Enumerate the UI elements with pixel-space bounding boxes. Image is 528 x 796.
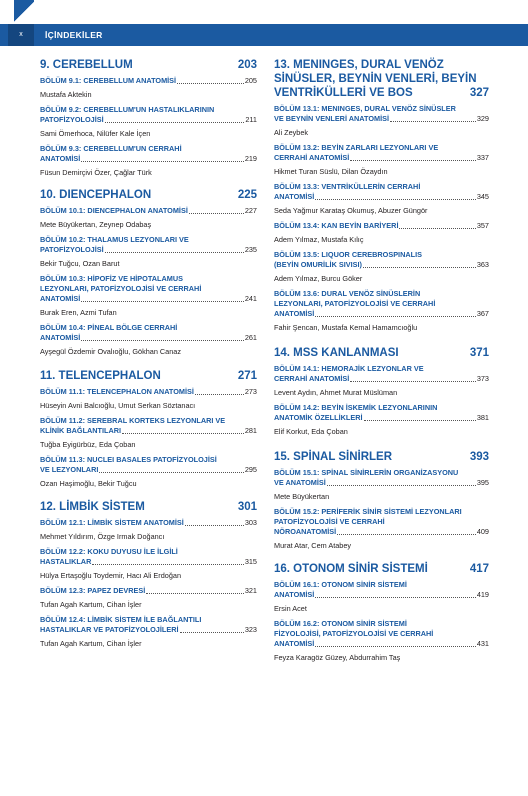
entry-authors: Ali Zeybek xyxy=(274,128,309,137)
entry-title-line: BÖLÜM 14.2: BEYİN İSKEMİK LEZYONLARININ xyxy=(274,403,438,412)
entry-title-line: BÖLÜM 10.3: HİPOFİZ VE HİPOTALAMUS xyxy=(40,274,183,283)
entry-title-text: BÖLÜM 12.1: LİMBİK SİSTEM ANATOMİSİ xyxy=(40,518,184,527)
toc-entry[interactable] xyxy=(274,143,489,163)
chapter-heading xyxy=(40,369,257,383)
dot-leader xyxy=(315,597,476,598)
toc-entry[interactable] xyxy=(40,105,257,125)
entry-page-number: 211 xyxy=(245,115,257,124)
entry-authors: Tufan Agah Kartum, Cihan İşler xyxy=(40,639,142,648)
dot-leader xyxy=(195,394,244,395)
entry-title-text: ANATOMİSİ xyxy=(274,639,315,648)
entry-title-line: LEZYONLARI, PATOFİZYOLOJİSİ VE CERRAHİ xyxy=(40,284,202,293)
entry-title-text: BÖLÜM 9.1: CEREBELLUM ANATOMİSİ xyxy=(40,76,177,85)
entry-title-text: CERRAHİ ANATOMİSİ xyxy=(274,374,350,383)
toc-entry[interactable] xyxy=(40,455,257,475)
entry-title-text: HASTALIKLAR VE PATOFİZYOLOJİLERİ xyxy=(40,625,179,634)
entry-title-line: BÖLÜM 13.2: BEYİN ZARLARI LEZYONLARI VE xyxy=(274,143,439,152)
toc-entry[interactable] xyxy=(40,76,257,86)
dot-leader xyxy=(185,525,244,526)
dot-leader xyxy=(315,316,476,317)
entry-page-number: 357 xyxy=(476,221,489,230)
chapter-heading xyxy=(274,450,489,464)
chapter-title: 15. SPİNAL SİNİRLER xyxy=(274,451,393,463)
chapter-title: 16. OTONOM SİNİR SİSTEMİ xyxy=(274,563,428,575)
entry-page-number: 273 xyxy=(244,387,257,396)
chapter-heading xyxy=(40,500,257,514)
toc-entry[interactable] xyxy=(40,586,257,596)
entry-title-line xyxy=(40,465,257,475)
entry-title-line: BÖLÜM 12.2: KOKU DUYUSU İLE İLGİLİ xyxy=(40,547,178,556)
entry-title-line: BÖLÜM 13.6: DURAL VENÖZ SİNÜSLERİN xyxy=(274,289,421,298)
entry-page-number: 219 xyxy=(244,154,257,163)
dot-leader xyxy=(146,593,244,594)
entry-authors: Bekir Tuğcu, Ozan Barut xyxy=(40,259,120,268)
chapter-title: 11. TELENCEPHALON xyxy=(40,370,161,382)
chapter-page-number: 301 xyxy=(237,501,257,513)
entry-authors: Mustafa Aktekin xyxy=(40,90,92,99)
entry-page-number: 409 xyxy=(476,527,489,536)
toc-entry[interactable] xyxy=(40,387,257,397)
dot-leader xyxy=(399,228,475,229)
chapter-page-number: 393 xyxy=(469,451,489,463)
dot-leader xyxy=(364,420,476,421)
toc-entry[interactable] xyxy=(274,221,489,231)
entry-authors: Seda Yağmur Karataş Okumuş, Abuzer Güngör xyxy=(274,206,428,215)
entry-title-text: NÖROANATOMİSİ xyxy=(274,527,337,536)
chapter-page-number: 225 xyxy=(237,189,257,201)
entry-authors: Feyza Karagöz Güzey, Abdurrahim Taş xyxy=(274,653,401,662)
entry-title-line xyxy=(40,387,257,397)
entry-authors: Fahir Şencan, Mustafa Kemal Hamamcıoğlu xyxy=(274,323,418,332)
chapter-page-number: 417 xyxy=(469,563,489,575)
entry-title-text: BÖLÜM 12.3: PAPEZ DEVRESİ xyxy=(40,586,146,595)
entry-title-line: BÖLÜM 13.3: VENTRİKÜLLERİN CERRAHİ xyxy=(274,182,421,191)
chapter-title: SİNÜSLER, BEYNİN VENLERİ, BEYİN xyxy=(274,73,477,85)
chapter-title: 12. LİMBİK SİSTEM xyxy=(40,501,145,513)
entry-title-line: BÖLÜM 16.2: OTONOM SİNİR SİSTEMİ xyxy=(274,619,407,628)
entry-title-text: ANATOMİSİ xyxy=(40,333,81,342)
entry-page-number: 345 xyxy=(476,192,489,201)
header-title: İÇİNDEKİLER xyxy=(45,30,103,40)
chapter-title: 14. MSS KANLANMASI xyxy=(274,347,399,359)
toc-entry[interactable] xyxy=(40,518,257,528)
entry-title-line: BÖLÜM 13.5: LIQUOR CEREBROSPINALIS xyxy=(274,250,422,259)
entry-page-number: 431 xyxy=(476,639,489,648)
entry-title-line xyxy=(40,115,257,125)
toc-entry[interactable] xyxy=(274,364,489,384)
entry-title-line xyxy=(40,245,257,255)
entry-page-number: 303 xyxy=(244,518,257,527)
dot-leader xyxy=(105,122,245,123)
toc-entry[interactable] xyxy=(40,144,257,164)
entry-page-number: 235 xyxy=(244,245,257,254)
toc-entry[interactable] xyxy=(40,206,257,216)
chapter-block xyxy=(274,450,489,551)
entry-title-text: BÖLÜM 10.1: DIENCEPHALON ANATOMİSİ xyxy=(40,206,188,215)
toc-entry[interactable] xyxy=(40,323,257,343)
entry-title-line: BÖLÜM 11.2: SEREBRAL KORTEKS LEZYONLARI VE xyxy=(40,416,226,425)
dot-leader xyxy=(81,301,244,302)
entry-authors: Hülya Ertaşoğlu Toydemir, Hacı Ali Erdoğan xyxy=(40,571,182,580)
toc-entry[interactable] xyxy=(40,235,257,255)
entry-title-line: LEZYONLARI, PATOFİZYOLOJİSİ VE CERRAHİ xyxy=(274,299,436,308)
dot-leader xyxy=(105,252,244,253)
entry-authors: Mete Büyükertan, Zeynep Odabaş xyxy=(40,220,152,229)
entry-authors: Ozan Haşimoğlu, Bekir Tuğcu xyxy=(40,479,137,488)
corner-decoration xyxy=(14,0,34,24)
entry-title-line xyxy=(274,221,489,231)
chapter-heading xyxy=(274,346,489,360)
entry-title-text: ANATOMİK ÖZELLİKLERİ xyxy=(274,413,363,422)
toc-entry[interactable] xyxy=(40,547,257,567)
entry-page-number: 321 xyxy=(244,586,257,595)
toc-entry[interactable] xyxy=(274,104,489,124)
chapter-block xyxy=(274,562,489,663)
entry-title-text: ANATOMİSİ xyxy=(274,309,315,318)
chapter-heading xyxy=(274,86,489,100)
entry-page-number: 381 xyxy=(476,413,489,422)
toc-entry[interactable] xyxy=(274,403,489,423)
chapter-block xyxy=(40,369,257,489)
entry-authors: Füsun Demirçivi Özer, Çağlar Türk xyxy=(40,168,152,177)
entry-title-text: VE BEYNİN VENLERİ ANATOMİSİ xyxy=(274,114,390,123)
chapter-heading xyxy=(40,58,257,72)
toc-entry[interactable] xyxy=(274,507,489,537)
entry-page-number: 323 xyxy=(244,625,257,634)
entry-title-line xyxy=(40,586,257,596)
entry-title-text: HASTALIKLAR xyxy=(40,557,92,566)
entry-page-number: 227 xyxy=(244,206,257,215)
entry-title-line: BÖLÜM 10.4: PİNEAL BÖLGE CERRAHİ xyxy=(40,323,178,332)
entry-title-text: VE ANATOMİSİ xyxy=(274,478,326,487)
entry-authors: Hüseyin Avni Balcıoğlu, Umut Serkan Söztanacı xyxy=(40,401,196,410)
dot-leader xyxy=(390,121,476,122)
entry-title-line: BÖLÜM 16.1: OTONOM SİNİR SİSTEMİ xyxy=(274,580,407,589)
entry-authors: Adem Yılmaz, Mustafa Kılıç xyxy=(274,235,364,244)
entry-title-text: KLİNİK BAĞLANTILARI xyxy=(40,426,122,435)
entry-title-text: ANATOMİSİ xyxy=(40,294,81,303)
dot-leader xyxy=(337,534,476,535)
page-number: x xyxy=(19,31,23,38)
entry-authors: Tuğba Eyigürbüz, Eda Çoban xyxy=(40,440,136,449)
chapter-page-number: 371 xyxy=(469,347,489,359)
chapter-block xyxy=(274,58,489,333)
entry-title-line xyxy=(40,76,257,86)
right-column xyxy=(274,58,489,668)
entry-title-line: BÖLÜM 13.1: MENINGES, DURAL VENÖZ SİNÜSLER xyxy=(274,104,456,113)
toc-entry[interactable] xyxy=(40,615,257,635)
toc-entry[interactable] xyxy=(274,619,489,649)
entry-authors: Mehmet Yıldırım, Özge Irmak Doğancı xyxy=(40,532,165,541)
page-number-tab xyxy=(8,24,34,46)
chapter-block xyxy=(274,346,489,437)
entry-authors: Elif Korkut, Eda Çoban xyxy=(274,427,348,436)
chapter-block xyxy=(40,58,257,178)
entry-title-line xyxy=(40,625,257,635)
left-column xyxy=(40,58,257,654)
entry-title-text: PATOFİZYOLOJİSİ xyxy=(40,115,104,124)
entry-title-text: BÖLÜM 11.1: TELENCEPHALON ANATOMİSİ xyxy=(40,387,194,396)
entry-page-number: 295 xyxy=(244,465,257,474)
entry-title-line xyxy=(274,114,489,124)
chapter-heading xyxy=(274,562,489,576)
chapter-page-number: 271 xyxy=(237,370,257,382)
entry-title-text: ANATOMİSİ xyxy=(40,154,81,163)
dot-leader xyxy=(350,381,476,382)
entry-title-line: FİZYOLOJİSİ, PATOFİZYOLOJİSİ VE CERRAHİ xyxy=(274,629,434,638)
chapter-page-number: 203 xyxy=(237,59,257,71)
entry-title-line xyxy=(40,333,257,343)
dot-leader xyxy=(177,83,244,84)
dot-leader xyxy=(327,485,476,486)
entry-title-line: PATOFİZYOLOJİSİ VE CERRAHİ xyxy=(274,517,385,526)
chapter-heading xyxy=(274,72,489,86)
chapter-block xyxy=(40,188,257,357)
entry-page-number: 329 xyxy=(476,114,489,123)
entry-title-line xyxy=(40,557,257,567)
dot-leader xyxy=(363,267,476,268)
entry-authors: Burak Eren, Azmi Tufan xyxy=(40,308,117,317)
entry-title-line: BÖLÜM 15.1: SPİNAL SİNİRLERİN ORGANİZASYONU xyxy=(274,468,459,477)
chapter-title: 13. MENINGES, DURAL VENÖZ xyxy=(274,59,444,71)
toc-entry[interactable] xyxy=(40,274,257,304)
toc-entry[interactable] xyxy=(274,468,489,488)
entry-title-text: VE LEZYONLARI xyxy=(40,465,99,474)
entry-authors: Murat Atar, Cem Atabey xyxy=(274,541,352,550)
entry-authors: Ayşegül Özdemir Ovalıoğlu, Gökhan Canaz xyxy=(40,347,182,356)
entry-authors: Hikmet Turan Süslü, Dilan Özaydın xyxy=(274,167,388,176)
entry-title-line: BÖLÜM 15.2: PERİFERİK SİNİR SİSTEMİ LEZYONLARI xyxy=(274,507,462,516)
entry-title-line xyxy=(274,527,489,537)
dot-leader xyxy=(350,160,476,161)
entry-authors: Ersin Acet xyxy=(274,604,307,613)
toc-entry[interactable] xyxy=(274,580,489,600)
entry-authors: Mete Büyükertan xyxy=(274,492,330,501)
entry-page-number: 395 xyxy=(476,478,489,487)
entry-title-line xyxy=(40,294,257,304)
entry-title-text: (BEYİN OMURİLİK SIVISI) xyxy=(274,260,362,269)
chapter-block xyxy=(40,500,257,649)
toc-entry[interactable] xyxy=(40,416,257,436)
dot-leader xyxy=(81,340,244,341)
entry-page-number: 315 xyxy=(244,557,257,566)
entry-authors: Levent Aydın, Ahmet Murat Müslüman xyxy=(274,388,398,397)
chapter-page-number: 327 xyxy=(469,87,489,99)
dot-leader xyxy=(315,199,476,200)
entry-page-number: 419 xyxy=(476,590,489,599)
dot-leader xyxy=(189,213,244,214)
chapter-title: 10. DIENCEPHALON xyxy=(40,189,152,201)
entry-authors: Sami Ömerhoca, Nilüfer Kale İçen xyxy=(40,129,151,138)
toc-entry[interactable] xyxy=(274,289,489,319)
entry-title-text: PATOFİZYOLOJİSİ xyxy=(40,245,104,254)
entry-title-line: BÖLÜM 11.3: NUCLEI BASALES PATOFİZYOLOJİSİ xyxy=(40,455,217,464)
entry-title-line xyxy=(40,518,257,528)
entry-title-line: BÖLÜM 9.3: CEREBELLUM'UN CERRAHİ xyxy=(40,144,182,153)
entry-title-line: BÖLÜM 14.1: HEMORAJİK LEZYONLAR VE xyxy=(274,364,424,373)
entry-title-text: BÖLÜM 13.4: KAN BEYİN BARİYERİ xyxy=(274,221,399,230)
entry-title-text: ANATOMİSİ xyxy=(274,590,315,599)
entry-title-line xyxy=(274,374,489,384)
entry-title-line xyxy=(274,260,489,270)
entry-title-line xyxy=(40,426,257,436)
chapter-heading xyxy=(40,188,257,202)
entry-title-text: CERRAHİ ANATOMİSİ xyxy=(274,153,350,162)
dot-leader xyxy=(92,564,243,565)
entry-title-text: ANATOMİSİ xyxy=(274,192,315,201)
entry-title-line xyxy=(40,206,257,216)
entry-page-number: 241 xyxy=(244,294,257,303)
dot-leader xyxy=(180,632,244,633)
entry-title-line xyxy=(40,154,257,164)
entry-page-number: 363 xyxy=(476,260,489,269)
entry-page-number: 281 xyxy=(244,426,257,435)
chapter-title: 9. CEREBELLUM xyxy=(40,59,133,71)
dot-leader xyxy=(81,161,244,162)
chapter-title: VENTRİKÜLLERİ VE BOS xyxy=(274,87,413,99)
entry-title-line: BÖLÜM 10.2: THALAMUS LEZYONLARI VE xyxy=(40,235,189,244)
entry-authors: Adem Yılmaz, Burcu Göker xyxy=(274,274,363,283)
entry-title-line xyxy=(274,192,489,202)
dot-leader xyxy=(315,646,476,647)
entry-title-line xyxy=(274,309,489,319)
toc-entry[interactable] xyxy=(274,250,489,270)
entry-title-line xyxy=(274,639,489,649)
entry-page-number: 205 xyxy=(244,76,257,85)
entry-page-number: 261 xyxy=(244,333,257,342)
entry-page-number: 373 xyxy=(476,374,489,383)
entry-title-line xyxy=(274,153,489,163)
entry-page-number: 367 xyxy=(476,309,489,318)
toc-entry[interactable] xyxy=(274,182,489,202)
dot-leader xyxy=(122,433,244,434)
entry-title-line xyxy=(274,413,489,423)
entry-title-line: BÖLÜM 9.2: CEREBELLUM'UN HASTALIKLARININ xyxy=(40,105,215,114)
chapter-heading xyxy=(274,58,489,72)
entry-page-number: 337 xyxy=(476,153,489,162)
entry-title-line: BÖLÜM 12.4: LİMBİK SİSTEM İLE BAĞLANTILI xyxy=(40,615,202,624)
entry-authors: Tufan Agah Kartum, Cihan İşler xyxy=(40,600,142,609)
entry-title-line xyxy=(274,478,489,488)
entry-title-line xyxy=(274,590,489,600)
dot-leader xyxy=(99,472,243,473)
